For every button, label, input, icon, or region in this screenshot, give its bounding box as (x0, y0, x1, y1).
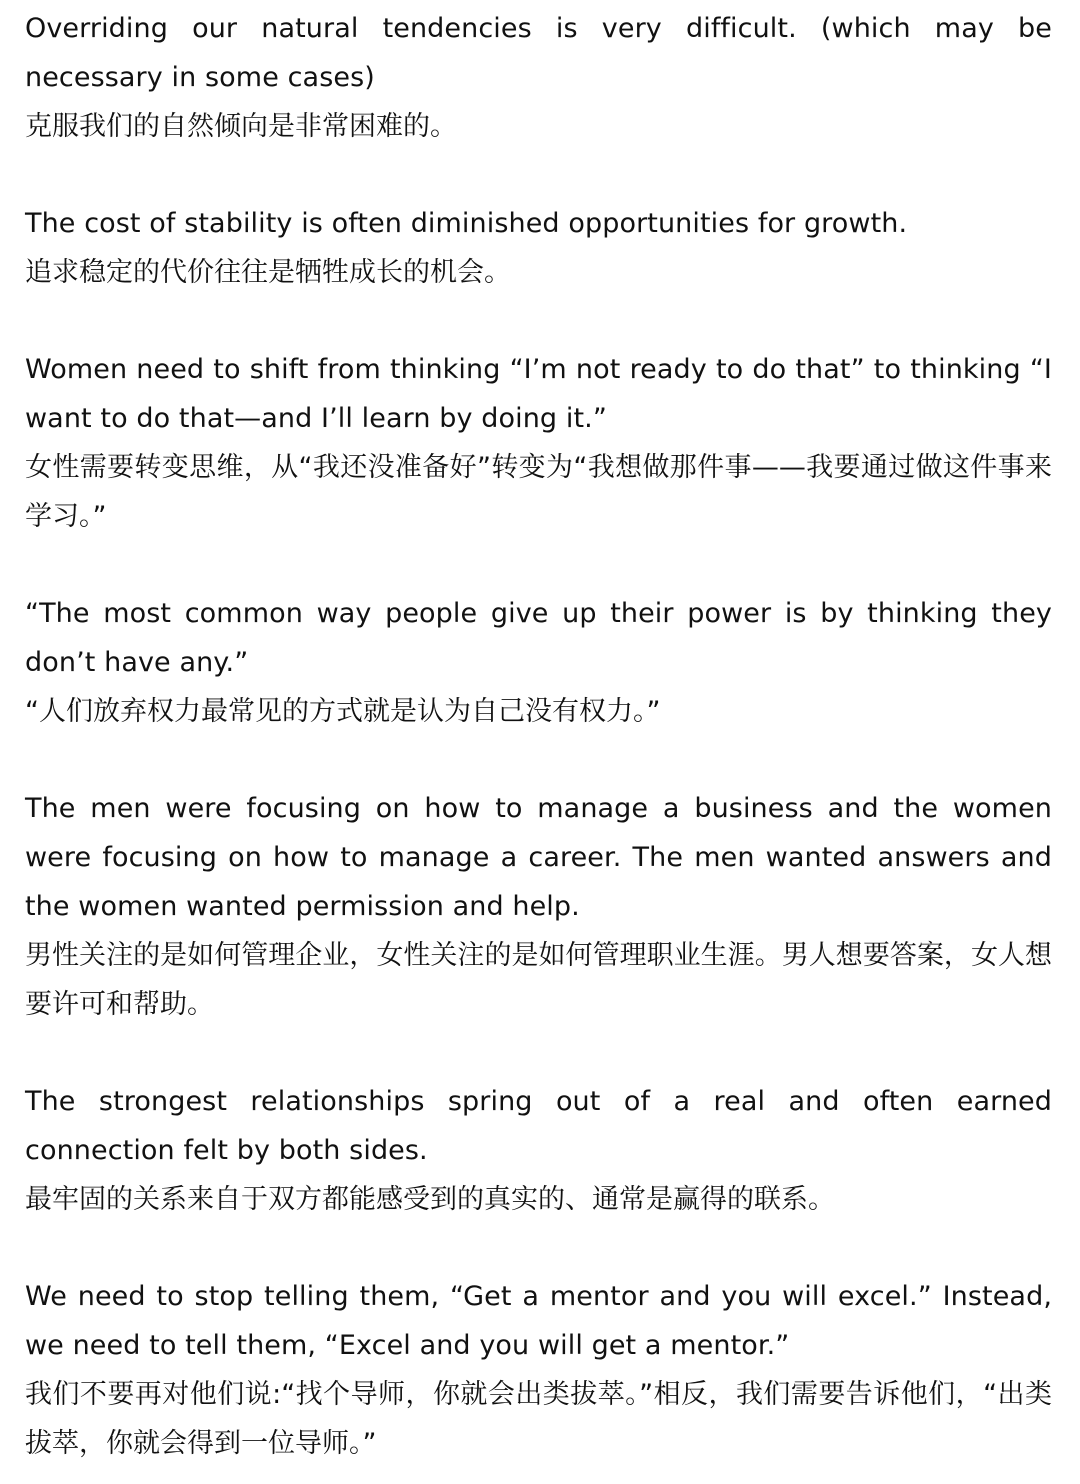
english-text: Overriding our natural tendencies is very difficult. (which may be necessary in some cases) (25, 13, 1052, 93)
quote-block (25, 589, 1052, 736)
english-text: Women need to shift from thinking “I’m not ready to do that” to thinking “I want to do that—and I’ll learn by doing it.” (25, 354, 1052, 434)
quote-block (25, 199, 1052, 297)
chinese-text: 我们不要再对他们说:“找个导师，你就会出类拔萃。”相反，我们需要告诉他们，“出类拔萃，你就会得到一位导师。” (25, 1379, 1052, 1459)
blank-line (25, 541, 1052, 589)
english-text: The men were focusing on how to manage a business and the women were focusing on how to manage a career. The men wanted answers and the women wanted permission and help. (25, 793, 1052, 922)
quote-block (25, 4, 1052, 151)
blank-line (25, 151, 1052, 199)
quote-block (25, 345, 1052, 541)
blank-line (25, 297, 1052, 345)
english-text: The cost of stability is often diminished opportunities for growth. (25, 208, 908, 239)
chinese-text: 男性关注的是如何管理企业，女性关注的是如何管理职业生涯。男人想要答案，女人想要许可和帮助。 (25, 940, 1052, 1020)
blank-line (25, 1224, 1052, 1272)
chinese-text: 克服我们的自然倾向是非常困难的。 (25, 111, 457, 142)
chinese-text: “人们放弃权力最常见的方式就是认为自己没有权力。” (25, 696, 661, 727)
english-text: The strongest relationships spring out of a real and often earned connection felt by both sides. (25, 1086, 1052, 1166)
quote-block (25, 1077, 1052, 1224)
chinese-text: 女性需要转变思维，从“我还没准备好”转变为“我想做那件事——我要通过做这件事来学习。” (25, 452, 1052, 532)
chinese-text: 最牢固的关系来自于双方都能感受到的真实的、通常是赢得的联系。 (25, 1184, 835, 1215)
quote-block (25, 784, 1052, 1029)
blank-line (25, 736, 1052, 784)
blank-line (25, 1029, 1052, 1077)
chinese-text: 追求稳定的代价往往是牺牲成长的机会。 (25, 257, 511, 288)
quote-block (25, 1272, 1052, 1468)
english-text: We need to stop telling them, “Get a mentor and you will excel.” Instead, we need to tell them, “Excel and you will get a mentor.” (25, 1281, 1052, 1361)
english-text: “The most common way people give up their power is by thinking they don’t have any.” (25, 598, 1052, 678)
quote-document (25, 4, 1052, 1468)
